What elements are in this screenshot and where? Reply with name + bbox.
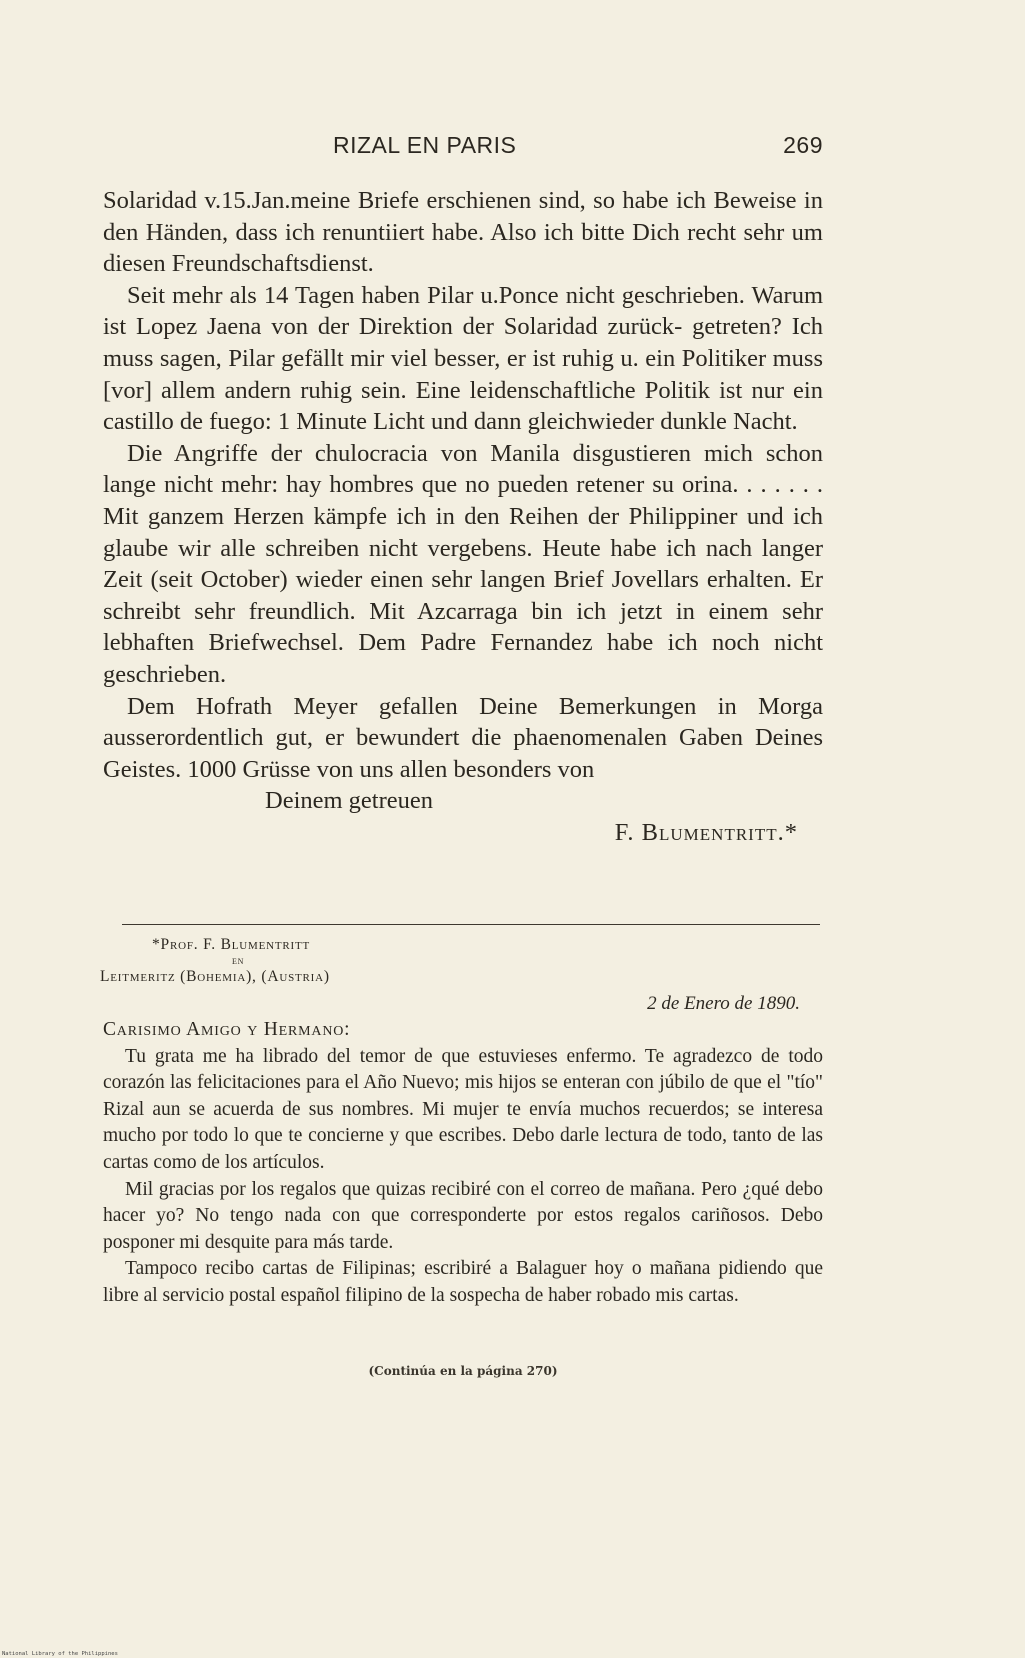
spanish-salutation: Carisimo Amigo y Hermano: — [103, 1019, 351, 1040]
letter-paragraph: Seit mehr als 14 Tagen haben Pilar u.Ponce nicht geschrieben. Warum ist Lopez Jaena von der Direktion der Solaridad zurück- getreten? Ich muss sagen, Pilar gefällt mir viel besser, er ist ruhig u. ein Politiker muss [vor] allem andern ruhig sein. Eine leidenschaftliche Politik ist nur ein castillo de fuego: 1 Minute Licht und dann gleichwieder dunkle Nacht. — [103, 281, 823, 436]
library-imprint: National Library of the Philippines — [2, 1651, 118, 1657]
letter-closing: Deinem getreuen — [265, 787, 434, 815]
footnote-heading — [100, 935, 820, 986]
german-letter — [103, 185, 823, 848]
spanish-letter — [103, 1017, 823, 1310]
letter-signature: F. Blumentritt.* — [614, 818, 798, 846]
running-title: RIZAL EN PARIS — [333, 132, 517, 158]
spanish-paragraph: Tu grata me ha librado del temor de que estuvieses enfermo. Te agradezco de todo corazón las felicitaciones para el Año Nuevo; mis hijos se enteran con júbilo de que el "tío" Rizal aun se acuerda de sus nombres. Mi mujer te envía muchos recuerdos; se interesa mucho por todo lo que te concierne y que escribes. Debo darle lectura de todo, tanto de las cartas como de los artículos. — [103, 1045, 823, 1173]
letter-paragraph: Solaridad v.15.Jan.meine Briefe erschienen sind, so habe ich Beweise in den Händen, dass ich renuntiiert habe. Also ich bitte Dich recht sehr um diesen Freundschaftsdienst. — [103, 187, 823, 278]
footnote-divider — [122, 924, 820, 925]
spanish-paragraph: Mil gracias por los regalos que quizas recibiré con el correo de mañana. Pero ¿qué debo hacer yo? No tengo nada con que corresponderte por estos regalos cariñosos. Debo posponer mi desquite para más tarde. — [103, 1178, 823, 1253]
page-number: 269 — [783, 132, 823, 158]
spanish-paragraph: Tampoco recibo cartas de Filipinas; escribiré a Balaguer hoy o mañana pidiendo que libre al servicio postal español filipino de la sospecha de haber robado mis cartas. — [103, 1258, 823, 1306]
letter-paragraph: Dem Hofrath Meyer gefallen Deine Bemerkungen in Morga ausserordentlich gut, er bewundert die phaenomenalen Gaben Deines Geistes. 1000 Grüsse von uns allen besonders von — [103, 692, 823, 783]
footnote-location: Leitmeritz (Bohemia), (Austria) — [100, 968, 330, 985]
footnote-en: en — [232, 953, 245, 967]
continued-note: (Continúa en la página 270) — [368, 1364, 558, 1378]
footnote-date: 2 de Enero de 1890. — [647, 993, 800, 1014]
running-header — [103, 132, 823, 166]
letter-paragraph: Die Angriffe der chulocracia von Manila disgustieren mich schon lange nicht mehr: hay hombres que no pueden retener su orina. . . . . . . Mit ganzem Herzen kämpfe ich in den Reihen der Philippiner und ich glaube wir alle schreiben nicht vergebens. Heute habe ich nach langer Zeit (seit October) wieder einen sehr langen Brief Jovellars erhalten. Er schreibt sehr freundlich. Mit Azcarraga bin ich jetzt in einem sehr lebhaften Briefwechsel. Dem Padre Fernandez habe ich noch nicht geschrieben. — [103, 439, 823, 688]
footnote-sender: *Prof. F. Blumentritt — [152, 936, 311, 953]
